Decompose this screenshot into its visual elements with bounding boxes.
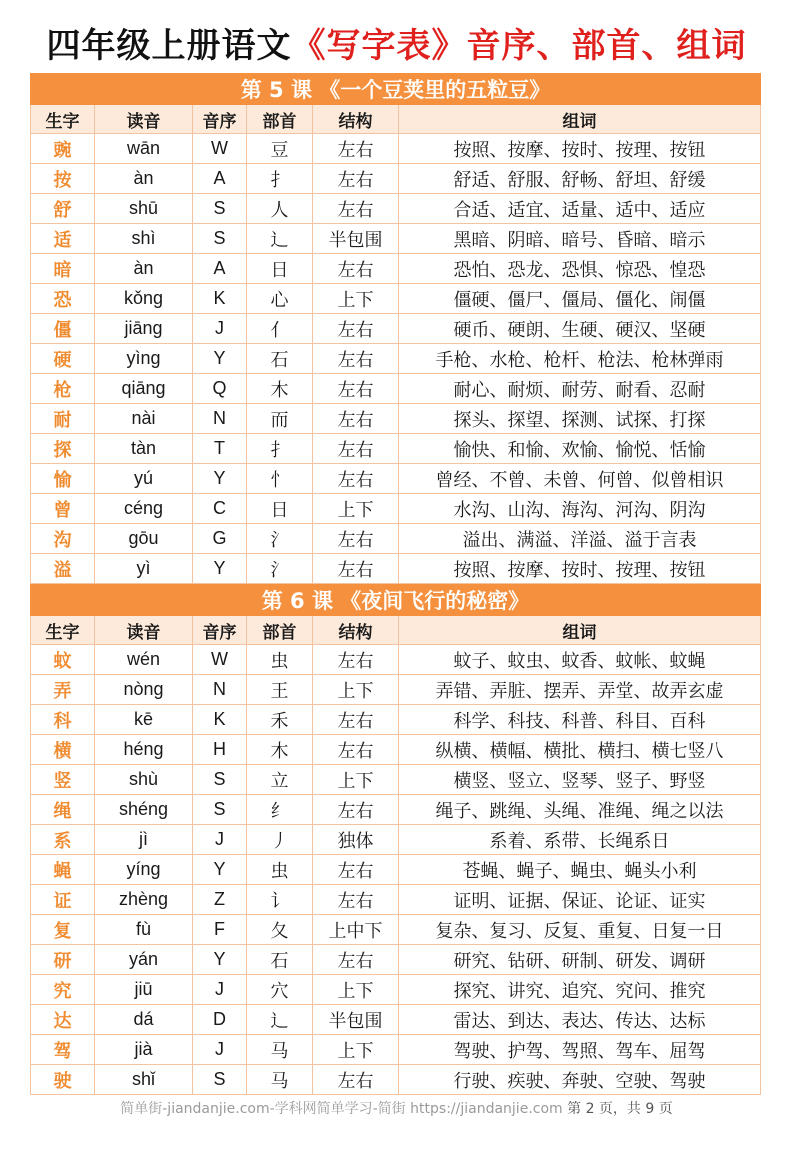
cell-radical: 穴 bbox=[247, 975, 313, 1005]
cell-order: J bbox=[193, 314, 247, 344]
cell-char: 沟 bbox=[31, 524, 95, 554]
cell-pinyin: nòng bbox=[95, 675, 193, 705]
cell-char: 科 bbox=[31, 705, 95, 735]
cell-structure: 左右 bbox=[313, 404, 399, 434]
cell-pinyin: yíng bbox=[95, 855, 193, 885]
cell-structure: 左右 bbox=[313, 164, 399, 194]
cell-order: Y bbox=[193, 344, 247, 374]
cell-order: S bbox=[193, 1065, 247, 1095]
cell-order: K bbox=[193, 705, 247, 735]
cell-char: 愉 bbox=[31, 464, 95, 494]
cell-pinyin: shǐ bbox=[95, 1065, 193, 1095]
cell-char: 按 bbox=[31, 164, 95, 194]
cell-radical: 心 bbox=[247, 284, 313, 314]
cell-radical: 人 bbox=[247, 194, 313, 224]
column-header-row bbox=[31, 105, 761, 134]
cell-words: 恐怕、恐龙、恐惧、惊恐、惶恐 bbox=[399, 254, 761, 284]
column-header-structure: 结构 bbox=[313, 616, 399, 645]
column-header-pinyin: 读音 bbox=[95, 105, 193, 134]
cell-words: 证明、证据、保证、论证、证实 bbox=[399, 885, 761, 915]
cell-words: 耐心、耐烦、耐劳、耐看、忍耐 bbox=[399, 374, 761, 404]
cell-pinyin: nài bbox=[95, 404, 193, 434]
table-row bbox=[31, 374, 761, 404]
cell-radical: 虫 bbox=[247, 855, 313, 885]
cell-words: 探究、讲究、追究、究问、推究 bbox=[399, 975, 761, 1005]
cell-char: 系 bbox=[31, 825, 95, 855]
cell-radical: 木 bbox=[247, 735, 313, 765]
cell-order: S bbox=[193, 765, 247, 795]
table-row bbox=[31, 134, 761, 164]
cell-char: 竖 bbox=[31, 765, 95, 795]
cell-words: 舒适、舒服、舒畅、舒坦、舒缓 bbox=[399, 164, 761, 194]
character-table bbox=[30, 73, 761, 1095]
cell-char: 证 bbox=[31, 885, 95, 915]
cell-char: 弄 bbox=[31, 675, 95, 705]
cell-structure: 左右 bbox=[313, 314, 399, 344]
column-header-order: 音序 bbox=[193, 105, 247, 134]
cell-order: Y bbox=[193, 464, 247, 494]
cell-pinyin: céng bbox=[95, 494, 193, 524]
cell-pinyin: shéng bbox=[95, 795, 193, 825]
cell-structure: 上下 bbox=[313, 494, 399, 524]
cell-words: 合适、适宜、适量、适中、适应 bbox=[399, 194, 761, 224]
cell-structure: 半包围 bbox=[313, 1005, 399, 1035]
table-row bbox=[31, 524, 761, 554]
cell-char: 暗 bbox=[31, 254, 95, 284]
cell-radical: 氵 bbox=[247, 554, 313, 584]
cell-char: 舒 bbox=[31, 194, 95, 224]
lesson-title-row bbox=[31, 584, 761, 616]
cell-pinyin: kē bbox=[95, 705, 193, 735]
cell-radical: 王 bbox=[247, 675, 313, 705]
cell-radical: 氵 bbox=[247, 524, 313, 554]
cell-words: 绳子、跳绳、头绳、准绳、绳之以法 bbox=[399, 795, 761, 825]
table-row bbox=[31, 224, 761, 254]
footer-watermark: 简单街-jiandanjie.com-学科网简单学习-简街 https://jiandanjie.com bbox=[120, 1101, 563, 1117]
cell-order: H bbox=[193, 735, 247, 765]
lesson-title: 第 6 课 《夜间飞行的秘密》 bbox=[31, 584, 761, 616]
table-row bbox=[31, 915, 761, 945]
cell-pinyin: qiāng bbox=[95, 374, 193, 404]
cell-structure: 左右 bbox=[313, 194, 399, 224]
cell-structure: 上下 bbox=[313, 975, 399, 1005]
column-header-structure: 结构 bbox=[313, 105, 399, 134]
cell-structure: 上下 bbox=[313, 284, 399, 314]
cell-char: 硬 bbox=[31, 344, 95, 374]
table-row bbox=[31, 494, 761, 524]
lesson-title: 第 5 课 《一个豆荚里的五粒豆》 bbox=[31, 74, 761, 105]
cell-char: 驾 bbox=[31, 1035, 95, 1065]
cell-order: A bbox=[193, 164, 247, 194]
cell-pinyin: wān bbox=[95, 134, 193, 164]
table-row bbox=[31, 645, 761, 675]
cell-words: 曾经、不曾、未曾、何曾、似曾相识 bbox=[399, 464, 761, 494]
cell-words: 驾驶、护驾、驾照、驾车、屈驾 bbox=[399, 1035, 761, 1065]
table-row bbox=[31, 975, 761, 1005]
column-header-words: 组词 bbox=[399, 616, 761, 645]
cell-order: J bbox=[193, 825, 247, 855]
cell-char: 蚊 bbox=[31, 645, 95, 675]
page-footer bbox=[0, 1098, 793, 1118]
cell-pinyin: gōu bbox=[95, 524, 193, 554]
cell-structure: 左右 bbox=[313, 134, 399, 164]
cell-words: 横竖、竖立、竖琴、竖子、野竖 bbox=[399, 765, 761, 795]
column-header-char: 生字 bbox=[31, 616, 95, 645]
cell-structure: 左右 bbox=[313, 855, 399, 885]
cell-structure: 左右 bbox=[313, 434, 399, 464]
cell-pinyin: zhèng bbox=[95, 885, 193, 915]
cell-char: 横 bbox=[31, 735, 95, 765]
cell-order: A bbox=[193, 254, 247, 284]
table-row bbox=[31, 284, 761, 314]
cell-pinyin: jià bbox=[95, 1035, 193, 1065]
cell-char: 蝇 bbox=[31, 855, 95, 885]
cell-radical: 虫 bbox=[247, 645, 313, 675]
cell-structure: 半包围 bbox=[313, 224, 399, 254]
cell-char: 绳 bbox=[31, 795, 95, 825]
cell-words: 系着、系带、长绳系日 bbox=[399, 825, 761, 855]
cell-pinyin: dá bbox=[95, 1005, 193, 1035]
cell-words: 硬币、硬朗、生硬、硬汉、坚硬 bbox=[399, 314, 761, 344]
cell-radical: 日 bbox=[247, 494, 313, 524]
cell-structure: 左右 bbox=[313, 254, 399, 284]
table-row bbox=[31, 825, 761, 855]
cell-order: C bbox=[193, 494, 247, 524]
cell-structure: 上中下 bbox=[313, 915, 399, 945]
table-row bbox=[31, 765, 761, 795]
cell-structure: 左右 bbox=[313, 705, 399, 735]
cell-structure: 上下 bbox=[313, 675, 399, 705]
cell-char: 复 bbox=[31, 915, 95, 945]
cell-radical: 石 bbox=[247, 945, 313, 975]
cell-radical: 扌 bbox=[247, 434, 313, 464]
column-header-words: 组词 bbox=[399, 105, 761, 134]
cell-char: 究 bbox=[31, 975, 95, 1005]
cell-pinyin: shù bbox=[95, 765, 193, 795]
column-header-order: 音序 bbox=[193, 616, 247, 645]
cell-char: 曾 bbox=[31, 494, 95, 524]
table-row bbox=[31, 705, 761, 735]
cell-pinyin: yìng bbox=[95, 344, 193, 374]
cell-pinyin: shū bbox=[95, 194, 193, 224]
cell-order: S bbox=[193, 194, 247, 224]
cell-char: 恐 bbox=[31, 284, 95, 314]
cell-radical: 而 bbox=[247, 404, 313, 434]
cell-char: 研 bbox=[31, 945, 95, 975]
character-table-sheet bbox=[30, 73, 760, 1095]
cell-structure: 左右 bbox=[313, 735, 399, 765]
cell-words: 行驶、疾驶、奔驶、空驶、驾驶 bbox=[399, 1065, 761, 1095]
cell-words: 复杂、复习、反复、重复、日复一日 bbox=[399, 915, 761, 945]
cell-words: 溢出、满溢、洋溢、溢于言表 bbox=[399, 524, 761, 554]
column-header-row bbox=[31, 616, 761, 645]
cell-order: N bbox=[193, 675, 247, 705]
cell-structure: 左右 bbox=[313, 645, 399, 675]
table-row bbox=[31, 434, 761, 464]
cell-pinyin: kǒng bbox=[95, 284, 193, 314]
table-row bbox=[31, 1035, 761, 1065]
cell-order: K bbox=[193, 284, 247, 314]
table-row bbox=[31, 344, 761, 374]
cell-structure: 左右 bbox=[313, 945, 399, 975]
cell-words: 雷达、到达、表达、传达、达标 bbox=[399, 1005, 761, 1035]
cell-words: 苍蝇、蝇子、蝇虫、蝇头小利 bbox=[399, 855, 761, 885]
cell-order: W bbox=[193, 134, 247, 164]
cell-structure: 左右 bbox=[313, 554, 399, 584]
cell-structure: 上下 bbox=[313, 1035, 399, 1065]
cell-pinyin: àn bbox=[95, 254, 193, 284]
cell-radical: 立 bbox=[247, 765, 313, 795]
cell-order: Y bbox=[193, 554, 247, 584]
table-row bbox=[31, 945, 761, 975]
cell-char: 达 bbox=[31, 1005, 95, 1035]
cell-radical: 丿 bbox=[247, 825, 313, 855]
cell-words: 纵横、横幅、横批、横扫、横七竖八 bbox=[399, 735, 761, 765]
cell-radical: 木 bbox=[247, 374, 313, 404]
lesson-title-row bbox=[31, 74, 761, 105]
table-row bbox=[31, 855, 761, 885]
cell-radical: 辶 bbox=[247, 224, 313, 254]
table-row bbox=[31, 735, 761, 765]
cell-char: 适 bbox=[31, 224, 95, 254]
cell-words: 僵硬、僵尸、僵局、僵化、闹僵 bbox=[399, 284, 761, 314]
cell-radical: 禾 bbox=[247, 705, 313, 735]
cell-structure: 左右 bbox=[313, 374, 399, 404]
cell-radical: 忄 bbox=[247, 464, 313, 494]
cell-radical: 马 bbox=[247, 1035, 313, 1065]
cell-radical: 扌 bbox=[247, 164, 313, 194]
table-row bbox=[31, 554, 761, 584]
cell-radical: 讠 bbox=[247, 885, 313, 915]
cell-radical: 辶 bbox=[247, 1005, 313, 1035]
cell-words: 按照、按摩、按时、按理、按钮 bbox=[399, 554, 761, 584]
column-header-radical: 部首 bbox=[247, 616, 313, 645]
table-row bbox=[31, 404, 761, 434]
cell-order: Y bbox=[193, 945, 247, 975]
cell-pinyin: jiāng bbox=[95, 314, 193, 344]
cell-structure: 左右 bbox=[313, 464, 399, 494]
column-header-radical: 部首 bbox=[247, 105, 313, 134]
table-row bbox=[31, 675, 761, 705]
cell-words: 蚊子、蚊虫、蚊香、蚊帐、蚊蝇 bbox=[399, 645, 761, 675]
page-title-topic: 《写字表》音序、部首、组词 bbox=[291, 26, 747, 66]
cell-words: 科学、科技、科普、科目、百科 bbox=[399, 705, 761, 735]
cell-order: S bbox=[193, 224, 247, 254]
page-number: 第 2 页，共 9 页 bbox=[567, 1101, 673, 1117]
cell-char: 僵 bbox=[31, 314, 95, 344]
cell-order: W bbox=[193, 645, 247, 675]
cell-structure: 左右 bbox=[313, 885, 399, 915]
cell-radical: 亻 bbox=[247, 314, 313, 344]
cell-char: 枪 bbox=[31, 374, 95, 404]
cell-words: 黑暗、阴暗、暗号、昏暗、暗示 bbox=[399, 224, 761, 254]
cell-pinyin: jiū bbox=[95, 975, 193, 1005]
cell-pinyin: jì bbox=[95, 825, 193, 855]
cell-structure: 上下 bbox=[313, 765, 399, 795]
cell-order: G bbox=[193, 524, 247, 554]
table-row bbox=[31, 795, 761, 825]
table-row bbox=[31, 1065, 761, 1095]
cell-radical: 日 bbox=[247, 254, 313, 284]
cell-order: J bbox=[193, 975, 247, 1005]
cell-char: 探 bbox=[31, 434, 95, 464]
cell-order: D bbox=[193, 1005, 247, 1035]
cell-words: 水沟、山沟、海沟、河沟、阴沟 bbox=[399, 494, 761, 524]
table-row bbox=[31, 1005, 761, 1035]
cell-radical: 纟 bbox=[247, 795, 313, 825]
cell-order: Q bbox=[193, 374, 247, 404]
cell-structure: 左右 bbox=[313, 1065, 399, 1095]
cell-pinyin: yì bbox=[95, 554, 193, 584]
cell-order: S bbox=[193, 795, 247, 825]
cell-radical: 马 bbox=[247, 1065, 313, 1095]
table-row bbox=[31, 164, 761, 194]
cell-words: 愉快、和愉、欢愉、愉悦、恬愉 bbox=[399, 434, 761, 464]
cell-radical: 石 bbox=[247, 344, 313, 374]
table-row bbox=[31, 254, 761, 284]
cell-order: Z bbox=[193, 885, 247, 915]
cell-words: 按照、按摩、按时、按理、按钮 bbox=[399, 134, 761, 164]
cell-pinyin: tàn bbox=[95, 434, 193, 464]
cell-order: Y bbox=[193, 855, 247, 885]
cell-order: F bbox=[193, 915, 247, 945]
cell-pinyin: àn bbox=[95, 164, 193, 194]
cell-char: 耐 bbox=[31, 404, 95, 434]
cell-radical: 夂 bbox=[247, 915, 313, 945]
cell-pinyin: fù bbox=[95, 915, 193, 945]
cell-pinyin: yú bbox=[95, 464, 193, 494]
cell-pinyin: héng bbox=[95, 735, 193, 765]
cell-char: 溢 bbox=[31, 554, 95, 584]
cell-structure: 独体 bbox=[313, 825, 399, 855]
cell-structure: 左右 bbox=[313, 795, 399, 825]
table-row bbox=[31, 885, 761, 915]
cell-words: 探头、探望、探测、试探、打探 bbox=[399, 404, 761, 434]
page-title-grade: 四年级上册语文 bbox=[46, 26, 292, 66]
page-title bbox=[0, 18, 793, 67]
cell-char: 豌 bbox=[31, 134, 95, 164]
cell-structure: 左右 bbox=[313, 344, 399, 374]
cell-order: J bbox=[193, 1035, 247, 1065]
cell-order: N bbox=[193, 404, 247, 434]
cell-pinyin: yán bbox=[95, 945, 193, 975]
column-header-char: 生字 bbox=[31, 105, 95, 134]
cell-char: 驶 bbox=[31, 1065, 95, 1095]
table-row bbox=[31, 464, 761, 494]
cell-pinyin: shì bbox=[95, 224, 193, 254]
table-row bbox=[31, 194, 761, 224]
cell-words: 手枪、水枪、枪杆、枪法、枪林弹雨 bbox=[399, 344, 761, 374]
cell-radical: 豆 bbox=[247, 134, 313, 164]
table-row bbox=[31, 314, 761, 344]
column-header-pinyin: 读音 bbox=[95, 616, 193, 645]
cell-order: T bbox=[193, 434, 247, 464]
cell-pinyin: wén bbox=[95, 645, 193, 675]
cell-words: 弄错、弄脏、摆弄、弄堂、故弄玄虚 bbox=[399, 675, 761, 705]
cell-words: 研究、钻研、研制、研发、调研 bbox=[399, 945, 761, 975]
cell-structure: 左右 bbox=[313, 524, 399, 554]
